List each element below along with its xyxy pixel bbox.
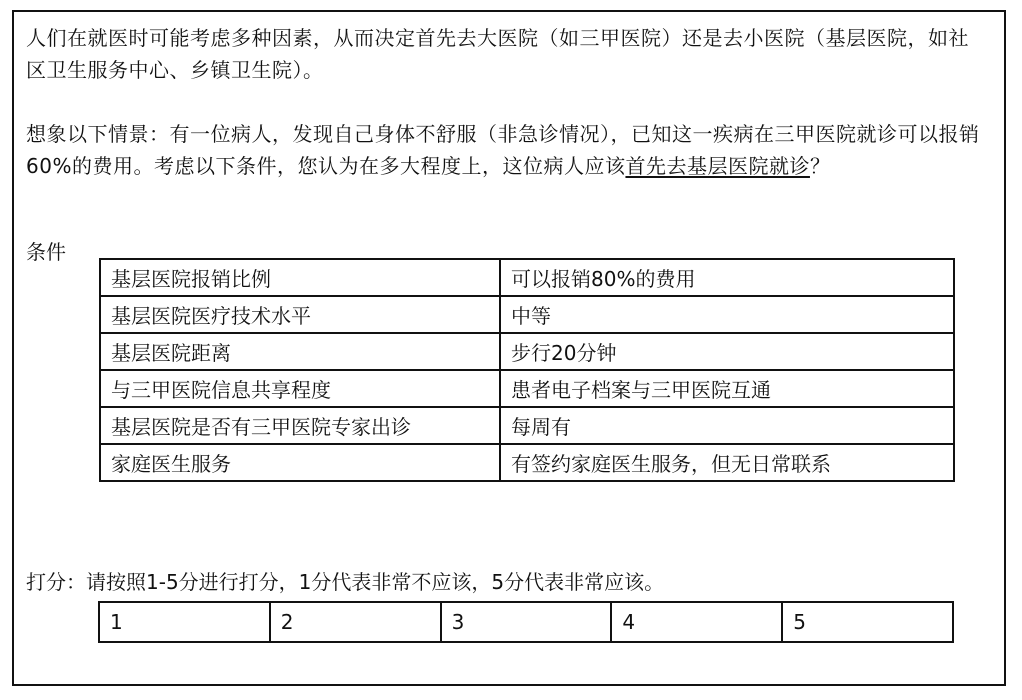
rating-option-4[interactable]: 4 bbox=[611, 602, 782, 642]
rating-instruction: 打分：请按照1-5分进行打分，1分代表非常不应该，5分代表非常应该。 bbox=[26, 570, 665, 594]
condition-factor: 基层医院报销比例 bbox=[100, 259, 500, 296]
intro-paragraph: 人们在就医时可能考虑多种因素，从而决定首先去大医院（如三甲医院）还是去小医院（基层医院，如社区卫生服务中心、乡镇卫生院）。 bbox=[26, 26, 969, 82]
conditions-table bbox=[99, 258, 955, 482]
condition-value: 可以报销80%的费用 bbox=[500, 259, 954, 296]
rating-scale bbox=[98, 601, 954, 643]
table-row bbox=[100, 370, 954, 407]
table-row bbox=[100, 444, 954, 481]
scenario-end-mark: ？ bbox=[809, 154, 831, 178]
rating-option-2[interactable]: 2 bbox=[270, 602, 441, 642]
rating-option-3[interactable]: 3 bbox=[441, 602, 612, 642]
condition-value: 患者电子档案与三甲医院互通 bbox=[500, 370, 954, 407]
table-row bbox=[100, 333, 954, 370]
rating-option-5[interactable]: 5 bbox=[782, 602, 953, 642]
condition-value: 步行20分钟 bbox=[500, 333, 954, 370]
scenario-text: 想象以下情景：有一位病人，发现自己身体不舒服（非急诊情况），已知这一疾病在三甲医院就诊可以报销60%的费用。考虑以下条件，您认为在多大程度上，这位病人应该 bbox=[26, 122, 980, 178]
condition-factor: 基层医院是否有三甲医院专家出诊 bbox=[100, 407, 500, 444]
condition-factor: 与三甲医院信息共享程度 bbox=[100, 370, 500, 407]
rating-option-1[interactable]: 1 bbox=[99, 602, 270, 642]
conditions-label: 条件 bbox=[26, 240, 66, 264]
scenario-paragraph bbox=[26, 118, 986, 182]
condition-value: 每周有 bbox=[500, 407, 954, 444]
table-row bbox=[100, 296, 954, 333]
scenario-underlined-text: 首先去基层医院就诊 bbox=[625, 154, 810, 178]
rating-row bbox=[99, 602, 953, 642]
condition-factor: 家庭医生服务 bbox=[100, 444, 500, 481]
table-row bbox=[100, 259, 954, 296]
condition-value: 中等 bbox=[500, 296, 954, 333]
condition-factor: 基层医院距离 bbox=[100, 333, 500, 370]
condition-value: 有签约家庭医生服务，但无日常联系 bbox=[500, 444, 954, 481]
table-row bbox=[100, 407, 954, 444]
condition-factor: 基层医院医疗技术水平 bbox=[100, 296, 500, 333]
